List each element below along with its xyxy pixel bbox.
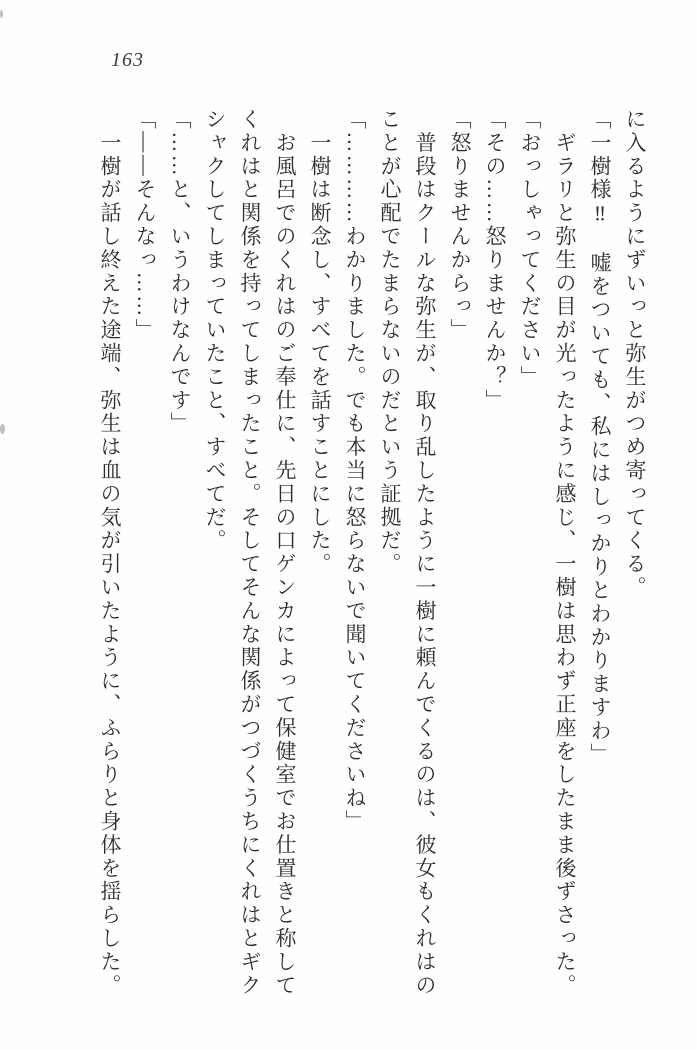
scan-artifact-speck [0,10,3,18]
scan-artifact-speck [0,424,5,434]
text-line: 一樹が話し終えた途端、弥生は血の気が引いたように、ふらりと身体を揺らした。 [98,108,122,998]
text-line: 「一樹様‼ 嘘をついても、私にはしっかりとわかりますわ」 [588,108,612,767]
text-line: に入るようにずいっと弥生がつめ寄ってくる。 [623,108,647,600]
text-line: お風呂でのくれはのご奉仕に、先日の口ゲンカによって保健室でお仕置きと称して [273,108,297,998]
text-line: 普段はクールな弥生が、取り乱したように一樹に頼んでくるのは、彼女もくれはの [413,108,437,998]
text-line: シャクしてしまっていたこと、すべてだ。 [203,108,227,553]
text-line: 「怒りませんからっ」 [448,108,472,342]
text-line: ことが心配でたまらないのだという証拠だ。 [378,108,402,576]
vertical-text-block [92,108,652,1003]
page-number: 163 [111,49,144,71]
text-line: 一樹は断念し、すべてを話すことにした。 [308,108,332,576]
text-line: 「おっしゃってください」 [518,108,542,389]
text-line: ギラリと弥生の目が光ったように感じ、一樹は思わず正座をしたまま後ずさった。 [553,108,577,998]
text-line: 「……と、いうわけなんです」 [168,108,192,436]
text-line: 「――そんなっ……」 [133,108,157,342]
text-line: 「…………わかりました。でも本当に怒らないで聞いてくださいね」 [343,108,367,834]
text-line: 「その……怒りませんか？」 [483,108,507,413]
text-line: くれはと関係を持ってしまったこと。そしてそんな関係がつづくうちにくれはとギク [238,108,262,998]
